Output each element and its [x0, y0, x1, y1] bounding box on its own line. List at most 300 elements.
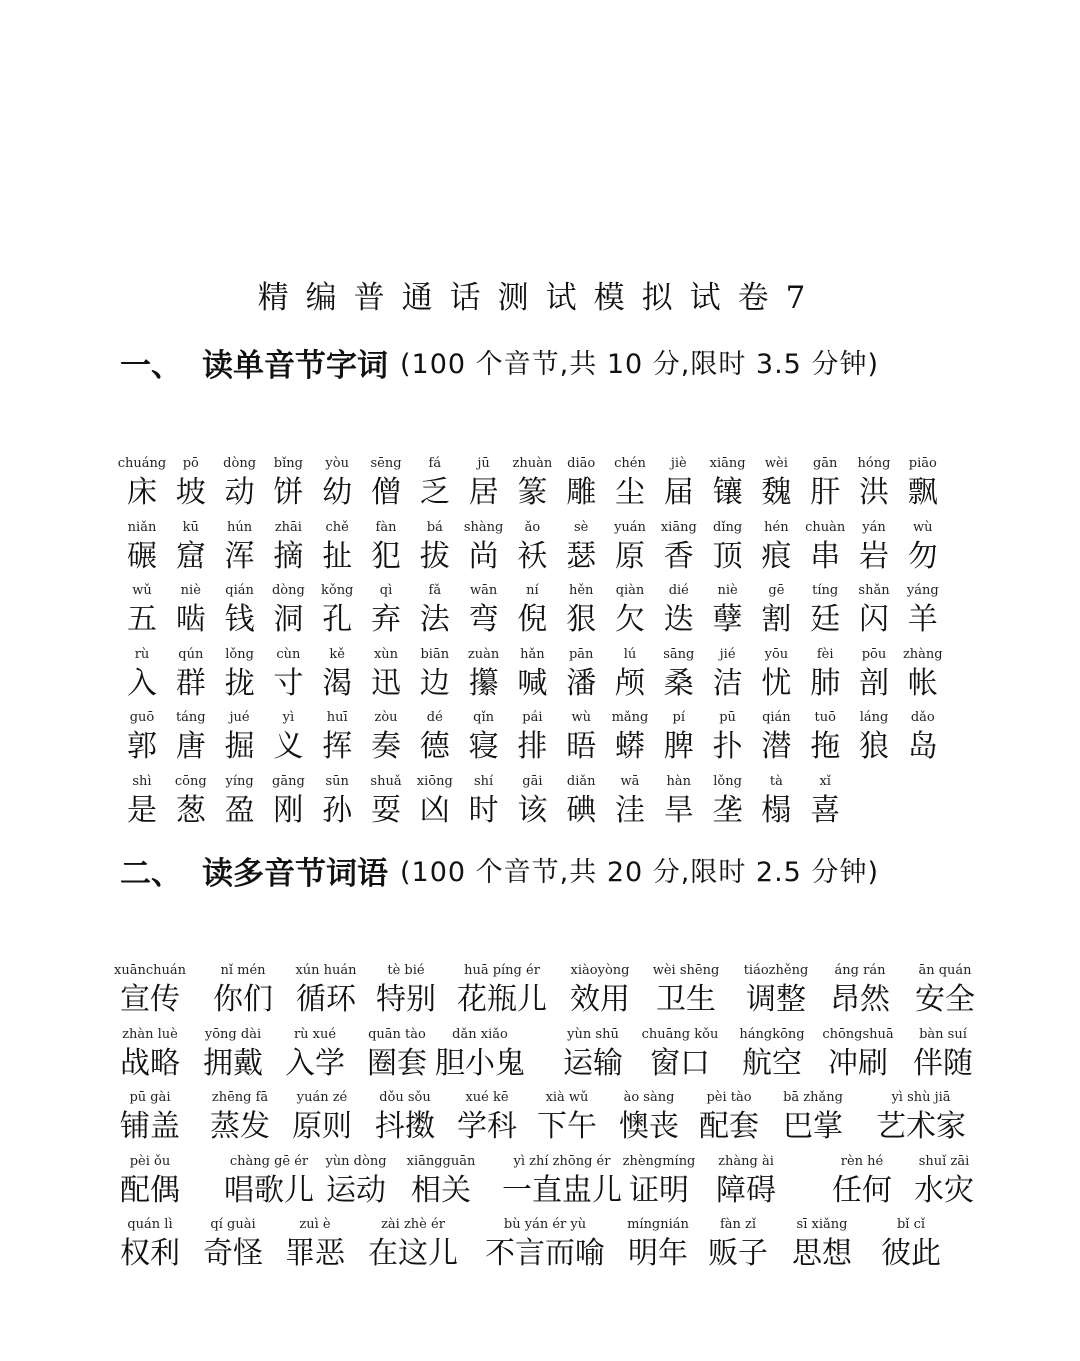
pinyin: dǒu sǒu [379, 1090, 431, 1105]
pinyin: ān quán [918, 963, 972, 978]
hanzi: 原则 [292, 1109, 352, 1144]
pinyin: gāng [272, 774, 305, 789]
pinyin: gāi [522, 774, 543, 789]
hanzi: 宣传 [120, 982, 180, 1017]
pinyin: huā píng ér [464, 963, 540, 978]
hanzi: 在这儿 [368, 1236, 458, 1271]
hanzi: 脾 [663, 729, 694, 764]
hanzi: 孙 [322, 793, 353, 828]
hanzi: 袄 [517, 539, 548, 574]
hanzi: 洞 [273, 602, 304, 637]
pinyin: zuì è [299, 1217, 331, 1232]
syllable-item [893, 519, 953, 577]
pinyin: xué kē [465, 1090, 509, 1105]
pinyin: hángkōng [739, 1027, 805, 1042]
hanzi: 桑 [663, 666, 694, 701]
hanzi: 迭 [663, 602, 694, 637]
hanzi: 是 [127, 793, 157, 828]
hanzi: 拖 [810, 729, 841, 764]
hanzi: 昂然 [830, 982, 890, 1017]
pinyin: láng [859, 710, 889, 725]
syllable-item-row [0, 709, 1080, 773]
hanzi: 配偶 [120, 1173, 180, 1208]
pinyin: hǎn [520, 647, 545, 662]
hanzi: 边 [419, 666, 450, 701]
pinyin: tiáozhěng [743, 963, 809, 978]
hanzi: 勿 [907, 539, 938, 574]
pinyin: nǐ mén [220, 963, 266, 978]
pinyin: zuàn [467, 647, 500, 662]
hanzi: 肝 [810, 475, 841, 510]
hanzi: 钱 [224, 602, 255, 637]
pinyin: pí [672, 710, 686, 725]
word-item [836, 1216, 986, 1274]
hanzi: 忧 [761, 666, 792, 701]
pinyin: gān [812, 456, 838, 471]
hanzi: 罪恶 [285, 1236, 345, 1271]
hanzi: 乏 [419, 475, 450, 510]
hanzi: 廷 [810, 602, 841, 637]
hanzi: 圈套 [367, 1046, 427, 1081]
pinyin: shàng [463, 520, 504, 535]
pinyin: niè [717, 583, 738, 598]
hanzi: 篆 [517, 475, 548, 510]
hanzi: 潜 [761, 729, 792, 764]
pinyin: yì [282, 710, 295, 725]
hanzi: 拥戴 [203, 1046, 263, 1081]
pinyin: wèi [764, 456, 788, 471]
pinyin: jué [229, 710, 250, 725]
hanzi: 榻 [761, 793, 792, 828]
pinyin: xiàoyòng [570, 963, 630, 978]
hanzi: 旱 [663, 793, 694, 828]
pinyin: wǔ [132, 583, 152, 598]
hanzi: 冲刷 [828, 1046, 888, 1081]
hanzi: 航空 [742, 1046, 802, 1081]
hanzi: 垄 [712, 793, 743, 828]
pinyin: pōu [861, 647, 887, 662]
pinyin: zhāi [274, 520, 302, 535]
syllable-item-row [0, 773, 1080, 837]
hanzi: 一直盅儿 [502, 1173, 622, 1208]
hanzi: 效用 [570, 982, 630, 1017]
hanzi: 排 [517, 729, 548, 764]
pinyin: pān [568, 647, 594, 662]
pinyin: ào sàng [623, 1090, 675, 1105]
pinyin: lǒng [713, 774, 742, 789]
hanzi: 群 [175, 666, 206, 701]
pinyin: piāo [908, 456, 937, 471]
hanzi: 安全 [915, 982, 975, 1017]
section-1-number: 一、 [120, 348, 182, 384]
pinyin: tuō [814, 710, 836, 725]
hanzi: 拢 [224, 666, 255, 701]
hanzi: 下午 [537, 1109, 597, 1144]
pinyin: pū [719, 710, 736, 725]
hanzi: 颅 [615, 666, 645, 701]
hanzi: 尘 [615, 475, 645, 510]
word-item [868, 1026, 1018, 1084]
pinyin: qì [379, 583, 393, 598]
hanzi: 喊 [517, 666, 548, 701]
hanzi: 届 [663, 475, 694, 510]
pinyin: fàn [375, 520, 397, 535]
pinyin: jiè [670, 456, 687, 471]
hanzi: 僧 [371, 475, 401, 510]
pinyin: dòng [223, 456, 257, 471]
pinyin: wèi shēng [652, 963, 720, 978]
pinyin: sī xiǎng [796, 1217, 848, 1232]
hanzi: 剖 [859, 666, 889, 701]
hanzi: 胆小鬼 [435, 1046, 525, 1081]
hanzi: 时 [468, 793, 499, 828]
hanzi: 挥 [322, 729, 353, 764]
hanzi: 寸 [273, 666, 304, 701]
hanzi: 肺 [810, 666, 841, 701]
paper-title: 精编普通话测试模拟试卷7 [257, 280, 823, 316]
pinyin: pū gài [129, 1090, 171, 1105]
pinyin: shuǎ [370, 774, 402, 789]
pinyin: yíng [225, 774, 254, 789]
pinyin: xiōng [416, 774, 453, 789]
pinyin: quán lì [127, 1217, 173, 1232]
hanzi: 蒸发 [210, 1109, 270, 1144]
pinyin: pái [522, 710, 543, 725]
hanzi: 弃 [371, 602, 401, 637]
hanzi: 孽 [712, 602, 743, 637]
hanzi: 碘 [566, 793, 597, 828]
pinyin: tà [769, 774, 783, 789]
hanzi: 瑟 [566, 539, 597, 574]
pinyin: yōng dài [204, 1027, 262, 1042]
pinyin: hén [764, 520, 789, 535]
syllable-item [893, 455, 953, 513]
pinyin: sūn [325, 774, 349, 789]
hanzi: 饼 [273, 475, 304, 510]
hanzi: 狠 [566, 602, 597, 637]
hanzi: 孔 [322, 602, 353, 637]
hanzi: 战略 [120, 1046, 180, 1081]
word-item [870, 962, 1020, 1020]
hanzi: 卫生 [656, 982, 716, 1017]
hanzi: 洼 [615, 793, 645, 828]
hanzi: 居 [468, 475, 499, 510]
hanzi: 窟 [175, 539, 206, 574]
hanzi: 任何 [832, 1173, 892, 1208]
pinyin: shǎn [858, 583, 890, 598]
pinyin: xún huán [295, 963, 357, 978]
pinyin: tíng [812, 583, 839, 598]
pinyin: sēng [370, 456, 402, 471]
hanzi: 花瓶儿 [457, 982, 547, 1017]
pinyin: kě [329, 647, 345, 662]
pinyin: quān tào [368, 1027, 426, 1042]
hanzi: 动 [224, 475, 255, 510]
pinyin: sè [574, 520, 589, 535]
pinyin: gē [768, 583, 785, 598]
pinyin: xià wǔ [545, 1090, 589, 1105]
hanzi: 思想 [792, 1236, 852, 1271]
hanzi: 割 [761, 602, 792, 637]
hanzi: 巴掌 [783, 1109, 843, 1144]
pinyin: pèi ǒu [129, 1154, 171, 1169]
pinyin: xuānchuán [114, 963, 186, 978]
hanzi: 攥 [468, 666, 499, 701]
hanzi: 该 [517, 793, 548, 828]
pinyin: qún [178, 647, 204, 662]
hanzi: 扑 [712, 729, 743, 764]
pinyin: chuáng [117, 456, 167, 471]
hanzi: 入学 [285, 1046, 345, 1081]
hanzi: 岛 [907, 729, 938, 764]
hanzi: 调整 [746, 982, 806, 1017]
pinyin: dǎo [910, 710, 935, 725]
pinyin: zhàng [902, 647, 943, 662]
pinyin: bā zhǎng [783, 1090, 843, 1105]
hanzi: 五 [127, 602, 157, 637]
pinyin: diāo [567, 456, 596, 471]
hanzi: 相关 [411, 1173, 471, 1208]
hanzi: 奏 [371, 729, 401, 764]
pinyin: yòu [325, 456, 349, 471]
hanzi: 顶 [712, 539, 743, 574]
pinyin: táng [175, 710, 206, 725]
hanzi: 帐 [907, 666, 938, 701]
pinyin: zhàn luè [122, 1027, 178, 1042]
pinyin: dié [668, 583, 689, 598]
hanzi: 原 [615, 539, 645, 574]
pinyin: zhēng fā [211, 1090, 269, 1105]
pinyin: chuāng kǒu [641, 1027, 719, 1042]
pinyin: kǒng [320, 583, 354, 598]
hanzi: 运动 [326, 1173, 386, 1208]
hanzi: 尚 [468, 539, 499, 574]
pinyin: chàng gē ér [229, 1154, 309, 1169]
hanzi: 奇怪 [203, 1236, 263, 1271]
hanzi: 羊 [907, 602, 938, 637]
pinyin: míngnián [627, 1217, 689, 1232]
pinyin: rù [134, 647, 150, 662]
hanzi: 浑 [224, 539, 255, 574]
hanzi: 狼 [859, 729, 889, 764]
hanzi: 你们 [213, 982, 273, 1017]
syllable-item-row [0, 519, 1080, 583]
pinyin: yán [862, 520, 886, 535]
pinyin: tè bié [387, 963, 425, 978]
pinyin: cōng [174, 774, 207, 789]
hanzi: 德 [419, 729, 450, 764]
hanzi: 贩子 [708, 1236, 768, 1271]
word-item-row [0, 1026, 1080, 1090]
hanzi: 彼此 [881, 1236, 941, 1271]
syllable-item-row [0, 646, 1080, 710]
pinyin: qiàn [615, 583, 645, 598]
section-2-note: (100 个音节,共 20 分,限时 2.5 分钟) [400, 857, 879, 888]
syllable-item-row [0, 455, 1080, 519]
pinyin: yì zhí zhōng ér [513, 1154, 611, 1169]
hanzi: 郭 [127, 729, 157, 764]
pinyin: chuàn [805, 520, 846, 535]
hanzi: 飘 [907, 475, 938, 510]
hanzi: 晤 [566, 729, 597, 764]
pinyin: bǐ cǐ [896, 1217, 926, 1232]
hanzi: 刚 [273, 793, 304, 828]
word-item-row [0, 1153, 1080, 1217]
pinyin: xǐ [819, 774, 831, 789]
hanzi: 犯 [371, 539, 401, 574]
pinyin: wù [571, 710, 591, 725]
hanzi: 障碍 [716, 1173, 776, 1208]
hanzi: 闪 [859, 602, 889, 637]
pinyin: dǎn xiǎo [452, 1027, 508, 1042]
pinyin: dé [426, 710, 443, 725]
pinyin: bàn suí [919, 1027, 967, 1042]
pinyin: jié [719, 647, 736, 662]
hanzi: 证明 [629, 1173, 689, 1208]
pinyin: guō [129, 710, 155, 725]
hanzi: 香 [663, 539, 694, 574]
hanzi: 抖擞 [375, 1109, 435, 1144]
hanzi: 懊丧 [619, 1109, 679, 1144]
word-item [869, 1153, 1019, 1211]
hanzi: 欠 [615, 602, 645, 637]
hanzi: 洁 [712, 666, 743, 701]
pinyin: hún [227, 520, 253, 535]
hanzi: 弯 [468, 602, 499, 637]
pinyin: yùn dòng [325, 1154, 387, 1169]
pinyin: xiāng [660, 520, 697, 535]
syllable-item [893, 582, 953, 640]
pinyin: fàn zǐ [719, 1217, 757, 1232]
pinyin: qián [762, 710, 791, 725]
pinyin: pō [182, 456, 199, 471]
pinyin: pèi tào [706, 1090, 752, 1105]
hanzi: 串 [810, 539, 841, 574]
pinyin: fá [428, 456, 442, 471]
pinyin: yáng [906, 583, 939, 598]
hanzi: 唱歌儿 [224, 1173, 314, 1208]
hanzi: 水灾 [914, 1173, 974, 1208]
pinyin: shí [473, 774, 494, 789]
pinyin: wā [620, 774, 640, 789]
pinyin: hóng [857, 456, 891, 471]
hanzi: 渴 [322, 666, 353, 701]
hanzi: 魏 [761, 475, 792, 510]
hanzi: 倪 [517, 602, 548, 637]
pinyin: cùn [276, 647, 301, 662]
pinyin: yōu [764, 647, 789, 662]
hanzi: 窗口 [650, 1046, 710, 1081]
syllable-item-row [0, 582, 1080, 646]
syllable-item [893, 709, 953, 767]
hanzi: 盈 [224, 793, 255, 828]
hanzi: 喜 [810, 793, 841, 828]
pinyin: bá [426, 520, 443, 535]
hanzi: 不言而喻 [485, 1236, 605, 1271]
pinyin: wān [469, 583, 498, 598]
hanzi: 蟒 [615, 729, 645, 764]
pinyin: rèn hé [840, 1154, 884, 1169]
hanzi: 痕 [761, 539, 792, 574]
section-1-note: (100 个音节,共 10 分,限时 3.5 分钟) [400, 349, 879, 380]
pinyin: wù [913, 520, 933, 535]
hanzi: 艺术家 [876, 1109, 966, 1144]
hanzi: 洪 [859, 475, 889, 510]
pinyin: shì [132, 774, 152, 789]
pinyin: diǎn [566, 774, 596, 789]
hanzi: 碾 [127, 539, 157, 574]
word-item-row [0, 1089, 1080, 1153]
pinyin: kū [182, 520, 199, 535]
pinyin: qǐn [473, 710, 495, 725]
hanzi: 拔 [419, 539, 450, 574]
pinyin: niè [180, 583, 201, 598]
pinyin: yùn shū [567, 1027, 619, 1042]
pinyin: zòu [374, 710, 398, 725]
word-item-row [0, 962, 1080, 1026]
pinyin: lǒng [225, 647, 254, 662]
hanzi: 寝 [468, 729, 499, 764]
hanzi: 权利 [120, 1236, 180, 1271]
hanzi: 摘 [273, 539, 304, 574]
pinyin: bù yán ér yù [503, 1217, 587, 1232]
pinyin: lú [623, 647, 637, 662]
pinyin: biān [420, 647, 450, 662]
pinyin: mǎng [611, 710, 649, 725]
pinyin: xiāng [709, 456, 746, 471]
hanzi: 明年 [628, 1236, 688, 1271]
hanzi: 耍 [371, 793, 401, 828]
hanzi: 循环 [296, 982, 356, 1017]
pinyin: chén [614, 456, 646, 471]
pinyin: xùn [373, 647, 399, 662]
pinyin: zài zhè ér [381, 1217, 445, 1232]
word-item [338, 1216, 488, 1274]
pinyin: xiāngguān [406, 1154, 476, 1169]
pinyin: yì shù jiā [891, 1090, 951, 1105]
pinyin: zhuàn [512, 456, 553, 471]
hanzi: 法 [419, 602, 450, 637]
hanzi: 幼 [322, 475, 353, 510]
pinyin: áng rán [834, 963, 886, 978]
hanzi: 镶 [712, 475, 743, 510]
pinyin: sāng [663, 647, 695, 662]
syllable-item [795, 773, 855, 831]
hanzi: 掘 [224, 729, 255, 764]
pinyin: chě [325, 520, 349, 535]
hanzi: 义 [273, 729, 304, 764]
hanzi: 凶 [419, 793, 450, 828]
hanzi: 唐 [175, 729, 206, 764]
pinyin: yuán zé [296, 1090, 348, 1105]
hanzi: 坡 [175, 475, 206, 510]
hanzi: 迅 [371, 666, 401, 701]
pinyin: zhàng ài [718, 1154, 774, 1169]
word-item [846, 1089, 996, 1147]
hanzi: 雕 [566, 475, 597, 510]
section-2-number: 二、 [120, 856, 182, 892]
hanzi: 学科 [457, 1109, 517, 1144]
pinyin: bǐng [273, 456, 303, 471]
hanzi: 岩 [859, 539, 889, 574]
pinyin: huī [326, 710, 348, 725]
hanzi: 入 [127, 666, 157, 701]
hanzi: 床 [127, 475, 157, 510]
hanzi: 运输 [563, 1046, 623, 1081]
hanzi: 伴随 [913, 1046, 973, 1081]
pinyin: zhèngmíng [622, 1154, 696, 1169]
pinyin: ní [526, 583, 539, 598]
